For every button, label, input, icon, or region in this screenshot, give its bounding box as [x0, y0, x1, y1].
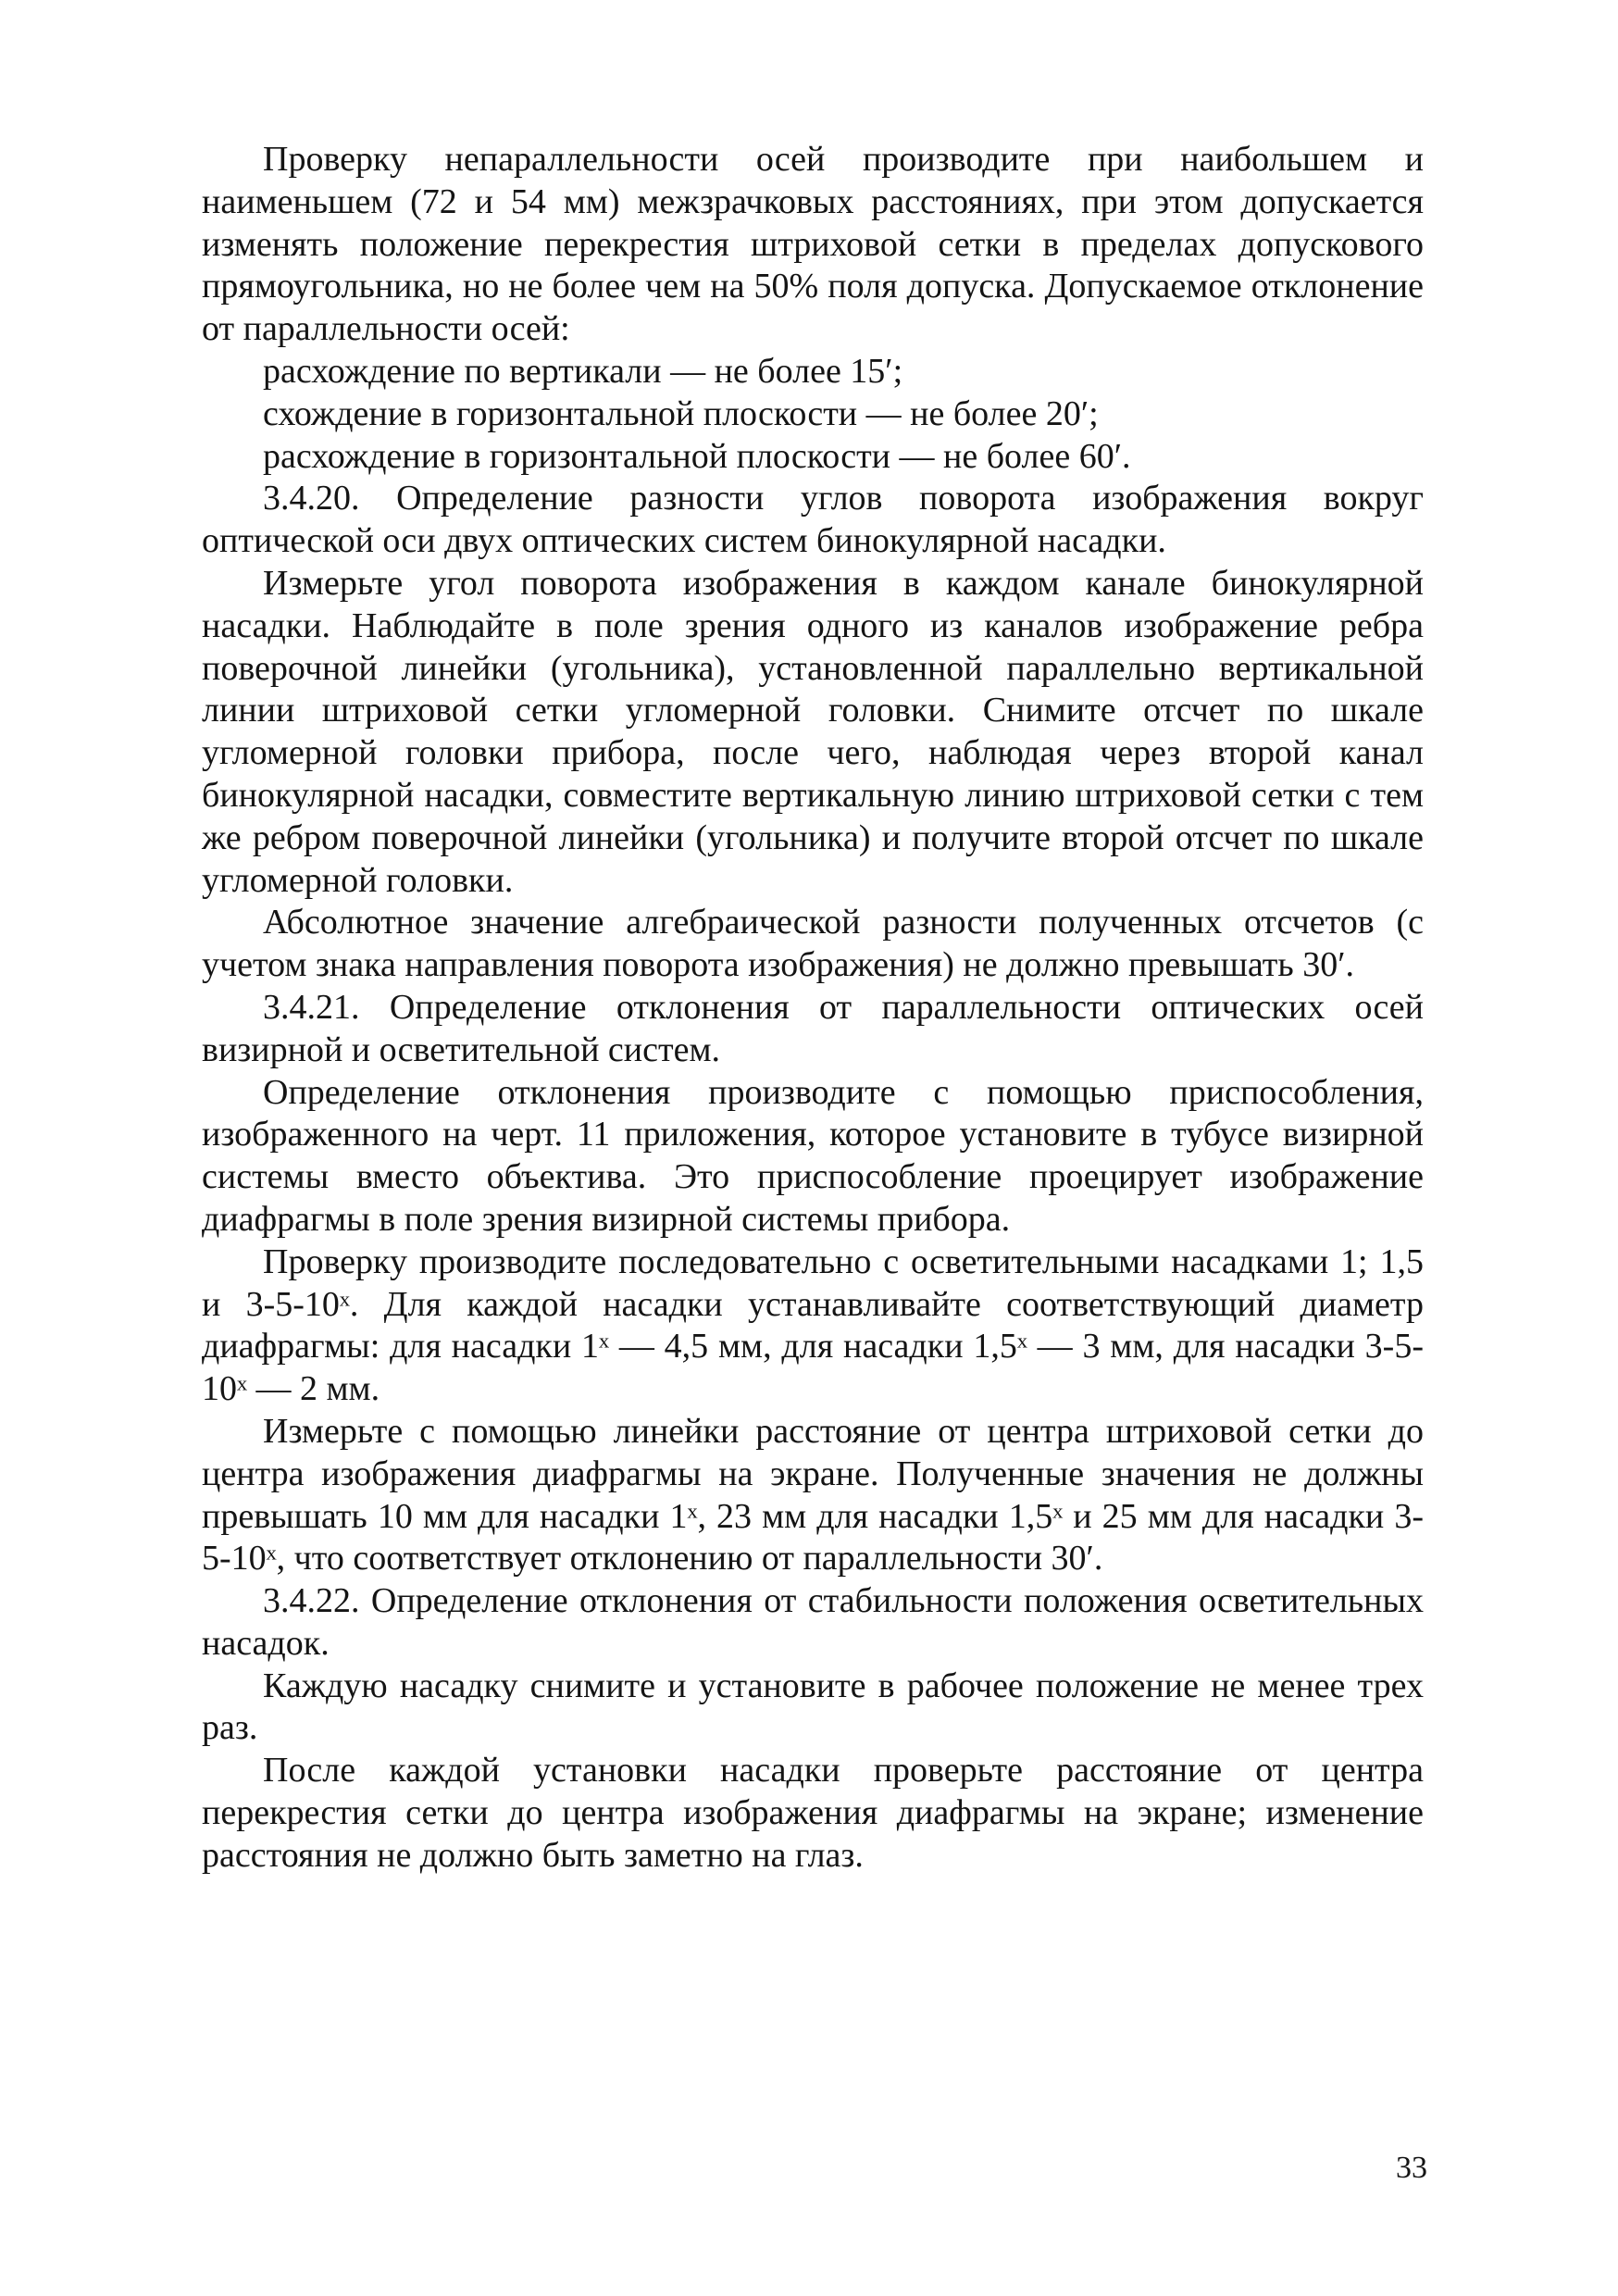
paragraph-sequential-check: Проверку производите последовательно с осветительными насадками 1; 1,5 и 3-5-10ˣ. Для каждой насадки устанавливайте соответствующий диаметр диафрагмы: для насадки 1ˣ — 4,5 мм, для насадки 1,5ˣ — 3 мм, для насадки 3-5-10ˣ — 2 мм. — [202, 1242, 1424, 1409]
paragraph-rotation-measure: Измерьте угол поворота изображения в каждом канале бинокулярной насадки. Наблюдайте в поле зрения одного из каналов изображение ребра поверочной линейки (угольника), установленной параллельно вертикальной линии штриховой сетки угломерной головки. Снимите отсчет по шкале угломерной головки прибора, после чего, наблюдая через второй канал бинокулярной насадки, совместите вертикальную линию штриховой сетки с тем же ребром поверочной линейки (угольника) и получите второй отсчет по шкале угломерной головки. — [202, 563, 1424, 900]
body-text — [202, 139, 1424, 1878]
paragraph-axes-check: Проверку непараллельности осей производите при наибольшем и наименьшем (72 и 54 мм) межзрачковых расстояниях, при этом допускается изменять положение перекрестия штриховой сетки в пределах допускового прямоугольника, но не более чем на 50% поля допуска. Допускаемое отклонение от параллельности осей: — [202, 140, 1424, 349]
section-3-4-22-heading: 3.4.22. Определение отклонения от стабильности положения осветительных насадок. — [202, 1581, 1424, 1663]
paragraph-ruler-measure: Измерьте с помощью линейки расстояние от центра штриховой сетки до центра изображения диафрагмы на экране. Полученные значения не должны превышать 10 мм для насадки 1ˣ, 23 мм для насадки 1,5ˣ и 25 мм для насадки 3-5-10ˣ, что соответствует отклонению от параллельности 30′. — [202, 1411, 1424, 1578]
tolerance-horizontal-convergence: схождение в горизонтальной плоскости — не более 20′; — [263, 393, 1099, 433]
paragraph-absolute-value: Абсолютное значение алгебраической разности полученных отсчетов (с учетом знака направления поворота изображения) не должно превышать 30′. — [202, 903, 1424, 985]
section-3-4-21-heading: 3.4.21. Определение отклонения от параллельности оптических осей визирной и осветительной систем. — [202, 987, 1424, 1069]
page-number: 33 — [1396, 2151, 1427, 2185]
tolerance-vertical: расхождение по вертикали — не более 15′; — [263, 351, 903, 391]
section-3-4-20-heading: 3.4.20. Определение разности углов поворота изображения вокруг оптической оси двух оптических систем бинокулярной насадки. — [202, 479, 1424, 561]
paragraph-after-mount: После каждой установки насадки проверьте расстояние от центра перекрестия сетки до центра изображения диафрагмы на экране; изменение расстояния не должно быть заметно на глаз. — [202, 1751, 1424, 1875]
tolerance-horizontal-divergence: расхождение в горизонтальной плоскости — не более 60′. — [263, 436, 1131, 476]
paragraph-fixture: Определение отклонения производите с помощью приспособления, изображенного на черт. 11 приложения, которое установите в тубусе визирной системы вместо объектива. Это приспособление проецирует изображение диафрагмы в поле зрения визирной системы прибора. — [202, 1072, 1424, 1239]
paragraph-remount: Каждую насадку снимите и установите в рабочее положение не менее трех раз. — [202, 1666, 1424, 1748]
